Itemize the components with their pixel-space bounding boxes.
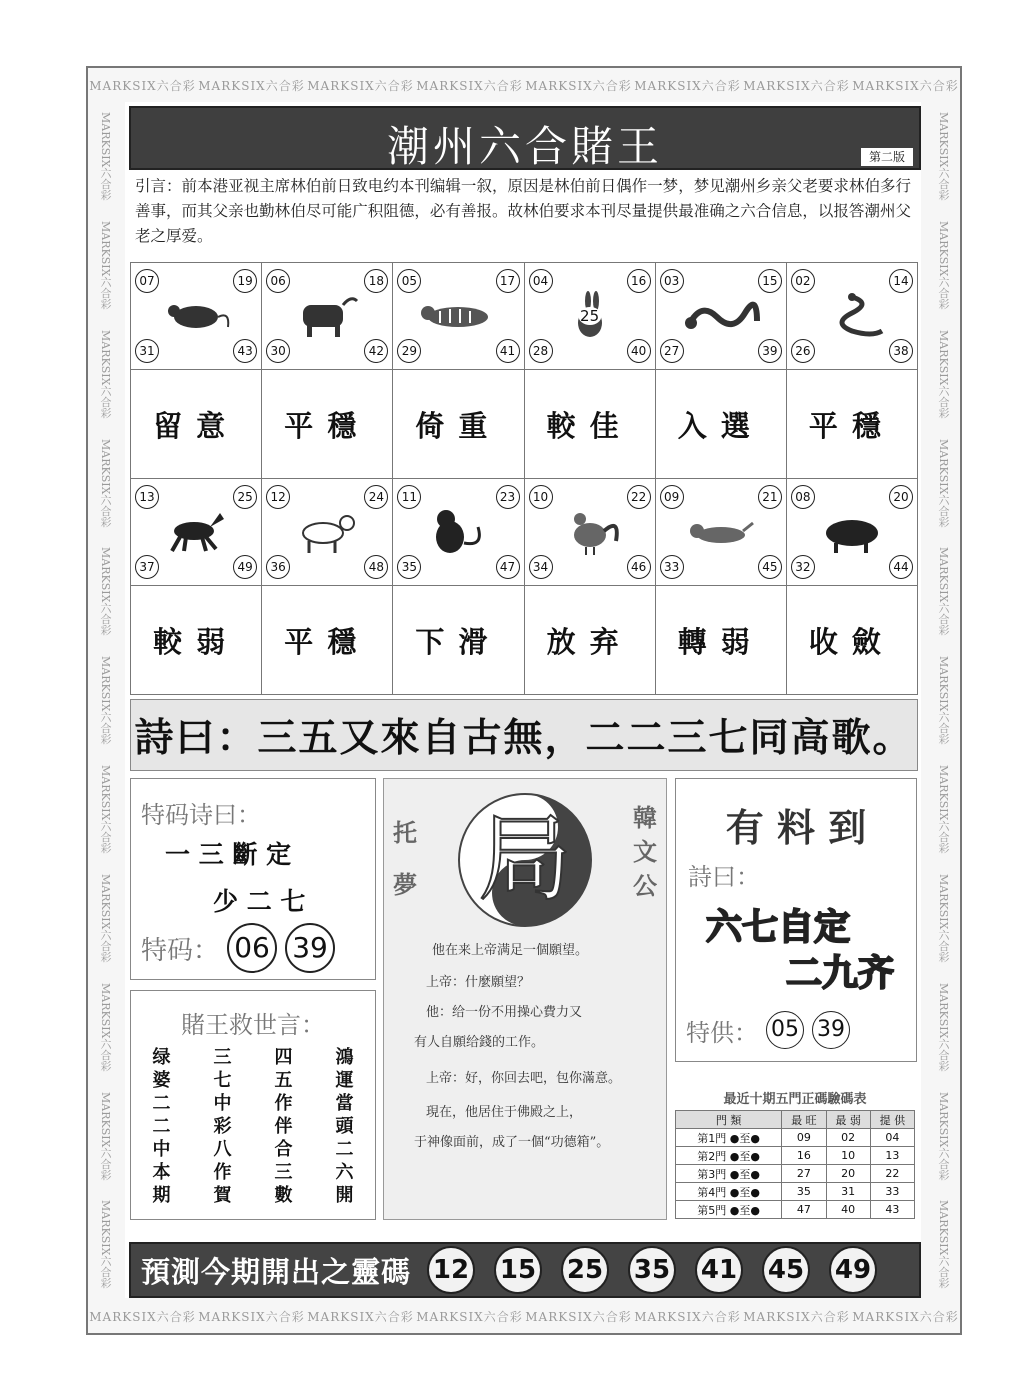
king-words-column bbox=[214, 1046, 232, 1207]
zodiac-forecast-word: 倚重 bbox=[393, 370, 523, 478]
zodiac-number: 24 bbox=[364, 485, 388, 509]
snake-icon bbox=[812, 291, 892, 341]
stats-cell: 04 bbox=[870, 1129, 914, 1147]
zodiac-number: 45 bbox=[758, 555, 782, 579]
zodiac-number: 25 bbox=[233, 485, 257, 509]
king-words-char: 合 bbox=[274, 1139, 293, 1160]
prediction-ball: 41 bbox=[695, 1246, 743, 1294]
stats-table bbox=[675, 1110, 915, 1219]
zodiac-number: 10 bbox=[529, 485, 553, 509]
materials-poem-label: 詩曰： bbox=[688, 863, 760, 891]
dream-right-label: 韓 文 公 bbox=[633, 804, 657, 900]
zodiac-cell-pig bbox=[787, 479, 917, 585]
stats-row bbox=[676, 1201, 915, 1219]
zodiac-number: 36 bbox=[266, 555, 290, 579]
prediction-ball: 12 bbox=[427, 1246, 475, 1294]
zodiac-extra-number: 25 bbox=[580, 307, 600, 325]
stats-cell: 31 bbox=[826, 1183, 870, 1201]
zodiac-grid bbox=[130, 262, 918, 695]
zodiac-number: 40 bbox=[627, 339, 651, 363]
stats-cell: 27 bbox=[782, 1165, 826, 1183]
zodiac-number: 14 bbox=[889, 269, 913, 293]
zodiac-number: 16 bbox=[627, 269, 651, 293]
materials-box bbox=[675, 778, 917, 1062]
stats-row bbox=[676, 1165, 915, 1183]
stats-cell: 02 bbox=[826, 1129, 870, 1147]
zodiac-forecast-word: 轉弱 bbox=[656, 586, 786, 694]
king-words-char: 伴 bbox=[274, 1116, 293, 1137]
stats-header-cell: 最 弱 bbox=[826, 1111, 870, 1129]
stats-cell: 第2門 ●至● bbox=[676, 1147, 782, 1165]
stats-cell: 第4門 ●至● bbox=[676, 1183, 782, 1201]
stats-row bbox=[676, 1129, 915, 1147]
king-words-char: 作 bbox=[274, 1093, 293, 1114]
zodiac-number: 11 bbox=[397, 485, 421, 509]
dream-line: 現在，他居住于佛殿之上， bbox=[426, 1105, 583, 1120]
stats-header-cell: 提 供 bbox=[870, 1111, 914, 1129]
zodiac-number: 15 bbox=[758, 269, 782, 293]
special-code-label: 特码： bbox=[141, 935, 220, 966]
special-code-ball: 06 bbox=[227, 923, 277, 973]
special-poem-box bbox=[130, 778, 376, 980]
zodiac-number: 03 bbox=[660, 269, 684, 293]
pig-icon bbox=[812, 507, 892, 557]
title-bar bbox=[129, 106, 921, 170]
zodiac-number: 19 bbox=[233, 269, 257, 293]
dragon-icon bbox=[681, 291, 761, 341]
king-words-char: 二 bbox=[152, 1116, 171, 1137]
zodiac-number: 49 bbox=[233, 555, 257, 579]
zodiac-cell-ox bbox=[262, 263, 392, 369]
zodiac-forecast-word: 放弃 bbox=[525, 586, 655, 694]
zodiac-number: 09 bbox=[660, 485, 684, 509]
ox-icon bbox=[287, 291, 367, 341]
king-words-char: 七 bbox=[213, 1070, 232, 1091]
materials-special-row bbox=[686, 1011, 850, 1049]
zodiac-cell-rabbit bbox=[525, 263, 655, 369]
materials-title: 有 料 到 bbox=[725, 806, 867, 850]
zodiac-number: 28 bbox=[529, 339, 553, 363]
zodiac-number: 44 bbox=[889, 555, 913, 579]
king-words-char: 本 bbox=[152, 1162, 171, 1183]
zodiac-number: 23 bbox=[496, 485, 520, 509]
materials-special-label: 特供： bbox=[686, 1018, 758, 1047]
dog-icon bbox=[681, 507, 761, 557]
zodiac-forecast-word: 平穩 bbox=[262, 586, 392, 694]
zodiac-cell-horse bbox=[131, 479, 261, 585]
zodiac-number: 32 bbox=[791, 555, 815, 579]
zodiac-number: 02 bbox=[791, 269, 815, 293]
king-words-char: 二 bbox=[152, 1093, 171, 1114]
zodiac-forecast-word: 平穩 bbox=[262, 370, 392, 478]
zodiac-number: 05 bbox=[397, 269, 421, 293]
zodiac-number: 21 bbox=[758, 485, 782, 509]
zodiac-forecast-word: 平穩 bbox=[787, 370, 917, 478]
tiger-icon bbox=[418, 291, 498, 341]
zodiac-number: 22 bbox=[627, 485, 651, 509]
zodiac-number: 39 bbox=[758, 339, 782, 363]
zodiac-forecast-word: 入選 bbox=[656, 370, 786, 478]
zodiac-number: 48 bbox=[364, 555, 388, 579]
materials-ball: 39 bbox=[812, 1011, 850, 1049]
stats-cell: 10 bbox=[826, 1147, 870, 1165]
zodiac-cell-goat bbox=[262, 479, 392, 585]
dream-line: 上帝：好，你回去吧，包你滿意。 bbox=[426, 1071, 622, 1086]
horse-icon bbox=[156, 507, 236, 557]
king-words-char: 作 bbox=[213, 1162, 232, 1183]
prediction-ball: 35 bbox=[628, 1246, 676, 1294]
watermark-bottom: MARKSIX六合彩 MARKSIX六合彩 MARKSIX六合彩 MARKSIX六合彩 MARKSIX六合彩 MARKSIX六合彩 MARKSIX六合彩 MARKSIX六合彩 bbox=[89, 1309, 959, 1324]
stats-cell: 13 bbox=[870, 1147, 914, 1165]
poem-banner: 詩曰：三五又來自古無，二二三七同高歌。 bbox=[130, 699, 918, 771]
stats-row bbox=[676, 1183, 915, 1201]
king-words-char: 中 bbox=[213, 1093, 232, 1114]
zodiac-cell-tiger bbox=[393, 263, 523, 369]
stats-cell: 35 bbox=[782, 1183, 826, 1201]
prediction-ball: 15 bbox=[494, 1246, 542, 1294]
prediction-bar bbox=[129, 1242, 921, 1298]
rat-icon bbox=[156, 291, 236, 341]
stats-header-cell: 門 類 bbox=[676, 1111, 782, 1129]
zodiac-forecast-word: 下滑 bbox=[393, 586, 523, 694]
stats-cell: 第3門 ●至● bbox=[676, 1165, 782, 1183]
stats-cell: 第1門 ●至● bbox=[676, 1129, 782, 1147]
dream-line: 他：给一份不用操心費力又 bbox=[426, 1005, 583, 1020]
page-frame bbox=[86, 66, 962, 1335]
page-title: 潮州六合賭王 bbox=[386, 122, 663, 171]
special-code-row bbox=[141, 923, 335, 973]
zodiac-number: 41 bbox=[496, 339, 520, 363]
king-words-char: 當 bbox=[335, 1093, 354, 1114]
king-words-column bbox=[336, 1046, 354, 1207]
king-words-char: 頭 bbox=[335, 1116, 354, 1137]
prediction-ball: 49 bbox=[829, 1246, 877, 1294]
dream-line: 于神像面前，成了一個“功德箱”。 bbox=[414, 1135, 610, 1150]
watermark-right: MARKSIX六合彩 MARKSIX六合彩 MARKSIX六合彩 MARKSIX六合彩 MARKSIX六合彩 MARKSIX六合彩 MARKSIX六合彩 MARKSIX六合彩 MARKSIX六合彩 MARKSIX六合彩 MARKSIX六合彩 bbox=[937, 112, 950, 1289]
king-words-column bbox=[153, 1046, 171, 1207]
zodiac-number: 26 bbox=[791, 339, 815, 363]
zodiac-number: 37 bbox=[135, 555, 159, 579]
king-words-char: 八 bbox=[213, 1139, 232, 1160]
king-words-char: 運 bbox=[335, 1070, 354, 1091]
dream-line: 有人自願给錢的工作。 bbox=[414, 1035, 545, 1050]
zodiac-number: 34 bbox=[529, 555, 553, 579]
king-words-title: 賭王救世言： bbox=[181, 1011, 325, 1039]
stats-cell: 33 bbox=[870, 1183, 914, 1201]
zodiac-number: 06 bbox=[266, 269, 290, 293]
zodiac-number: 20 bbox=[889, 485, 913, 509]
zodiac-number: 04 bbox=[529, 269, 553, 293]
stats-cell: 47 bbox=[782, 1201, 826, 1219]
king-words-char: 婆 bbox=[152, 1070, 171, 1091]
monkey-icon bbox=[418, 507, 498, 557]
materials-line1: 六七自定 bbox=[706, 907, 851, 948]
king-words-char: 三 bbox=[213, 1047, 232, 1068]
zodiac-cell-dog bbox=[656, 479, 786, 585]
king-words-char: 開 bbox=[335, 1185, 354, 1206]
stats-row bbox=[676, 1147, 915, 1165]
dream-line: 上帝：什麼願望？ bbox=[426, 975, 531, 990]
zodiac-cell-dragon bbox=[656, 263, 786, 369]
zodiac-number: 31 bbox=[135, 339, 159, 363]
stats-header-cell: 最 旺 bbox=[782, 1111, 826, 1129]
stats-cell: 16 bbox=[782, 1147, 826, 1165]
king-words-column bbox=[275, 1046, 293, 1207]
dream-left-label: 托 夢 bbox=[393, 819, 417, 899]
dream-line: 他在来上帝满足一個願望。 bbox=[432, 943, 589, 958]
king-words-char: 六 bbox=[335, 1162, 354, 1183]
king-words-char: 期 bbox=[152, 1185, 171, 1206]
stats-panel bbox=[675, 1088, 915, 1219]
zodiac-number: 08 bbox=[791, 485, 815, 509]
zodiac-number: 42 bbox=[364, 339, 388, 363]
special-poem-line1: 一 三 斷 定 bbox=[165, 840, 292, 869]
prediction-ball: 25 bbox=[561, 1246, 609, 1294]
king-words-char: 彩 bbox=[213, 1116, 232, 1137]
stats-cell: 20 bbox=[826, 1165, 870, 1183]
king-words-char: 四 bbox=[274, 1047, 293, 1068]
stats-cell: 40 bbox=[826, 1201, 870, 1219]
zodiac-number: 18 bbox=[364, 269, 388, 293]
materials-ball: 05 bbox=[766, 1011, 804, 1049]
stats-cell: 第5門 ●至● bbox=[676, 1201, 782, 1219]
zodiac-cell-rat bbox=[131, 263, 261, 369]
king-words-char: 三 bbox=[274, 1162, 293, 1183]
king-words-char: 绿 bbox=[152, 1047, 171, 1068]
zodiac-number: 43 bbox=[233, 339, 257, 363]
zodiac-number: 33 bbox=[660, 555, 684, 579]
zodiac-number: 12 bbox=[266, 485, 290, 509]
materials-line2: 二九齐 bbox=[786, 953, 895, 994]
zodiac-number: 35 bbox=[397, 555, 421, 579]
stats-title: 最近十期五門正碼驗碼表 bbox=[723, 1092, 867, 1107]
rooster-icon bbox=[550, 507, 630, 557]
king-words-char: 五 bbox=[274, 1070, 293, 1091]
prediction-ball: 45 bbox=[762, 1246, 810, 1294]
zodiac-number: 38 bbox=[889, 339, 913, 363]
zodiac-number: 29 bbox=[397, 339, 421, 363]
king-words-box bbox=[130, 990, 376, 1220]
prediction-label: 預測今期開出之靈碼 bbox=[141, 1254, 412, 1289]
king-words-char: 賀 bbox=[213, 1185, 232, 1206]
zodiac-number: 30 bbox=[266, 339, 290, 363]
king-words-char: 中 bbox=[152, 1139, 171, 1160]
content-area bbox=[125, 102, 921, 1298]
special-poem-line2: 少 二 七 bbox=[213, 887, 306, 916]
dream-panel bbox=[383, 778, 667, 1220]
edition-badge: 第二版 bbox=[861, 148, 913, 166]
zodiac-cell-rooster bbox=[525, 479, 655, 585]
zodiac-forecast-word: 較佳 bbox=[525, 370, 655, 478]
king-words-char: 數 bbox=[274, 1185, 293, 1206]
zodiac-forecast-word: 收斂 bbox=[787, 586, 917, 694]
zodiac-number: 46 bbox=[627, 555, 651, 579]
zodiac-forecast-word: 留意 bbox=[131, 370, 261, 478]
king-words-char: 鴻 bbox=[335, 1047, 354, 1068]
stats-cell: 43 bbox=[870, 1201, 914, 1219]
zodiac-number: 07 bbox=[135, 269, 159, 293]
watermark-top: MARKSIX六合彩 MARKSIX六合彩 MARKSIX六合彩 MARKSIX六合彩 MARKSIX六合彩 MARKSIX六合彩 MARKSIX六合彩 MARKSIX六合彩 bbox=[89, 78, 959, 93]
intro-text: 引言：前本港亚视主席林伯前日致电约本刊编辑一叙，原因是林伯前日偶作一梦，梦见潮州乡亲父老要求林伯多行善事，而其父亲也勤林伯尽可能广积阻德，必有善报。故林伯要求本刊尽量提供最准确之六合信息，以报答潮州父老之厚爱。 bbox=[135, 177, 911, 245]
king-words-char: 二 bbox=[335, 1139, 354, 1160]
zodiac-number: 27 bbox=[660, 339, 684, 363]
zodiac-cell-monkey bbox=[393, 479, 523, 585]
zodiac-cell-snake bbox=[787, 263, 917, 369]
zodiac-number: 17 bbox=[496, 269, 520, 293]
stats-cell: 22 bbox=[870, 1165, 914, 1183]
goat-icon bbox=[287, 507, 367, 557]
king-words-columns bbox=[131, 1046, 375, 1207]
watermark-left: MARKSIX六合彩 MARKSIX六合彩 MARKSIX六合彩 MARKSIX六合彩 MARKSIX六合彩 MARKSIX六合彩 MARKSIX六合彩 MARKSIX六合彩 MARKSIX六合彩 MARKSIX六合彩 MARKSIX六合彩 bbox=[99, 112, 112, 1289]
special-poem-title: 特码诗曰： bbox=[141, 801, 261, 829]
special-code-ball: 39 bbox=[285, 923, 335, 973]
zodiac-number: 13 bbox=[135, 485, 159, 509]
stats-cell: 09 bbox=[782, 1129, 826, 1147]
zodiac-forecast-word: 較弱 bbox=[131, 586, 261, 694]
zodiac-number: 47 bbox=[496, 555, 520, 579]
center-glyph: 局 bbox=[477, 805, 572, 914]
